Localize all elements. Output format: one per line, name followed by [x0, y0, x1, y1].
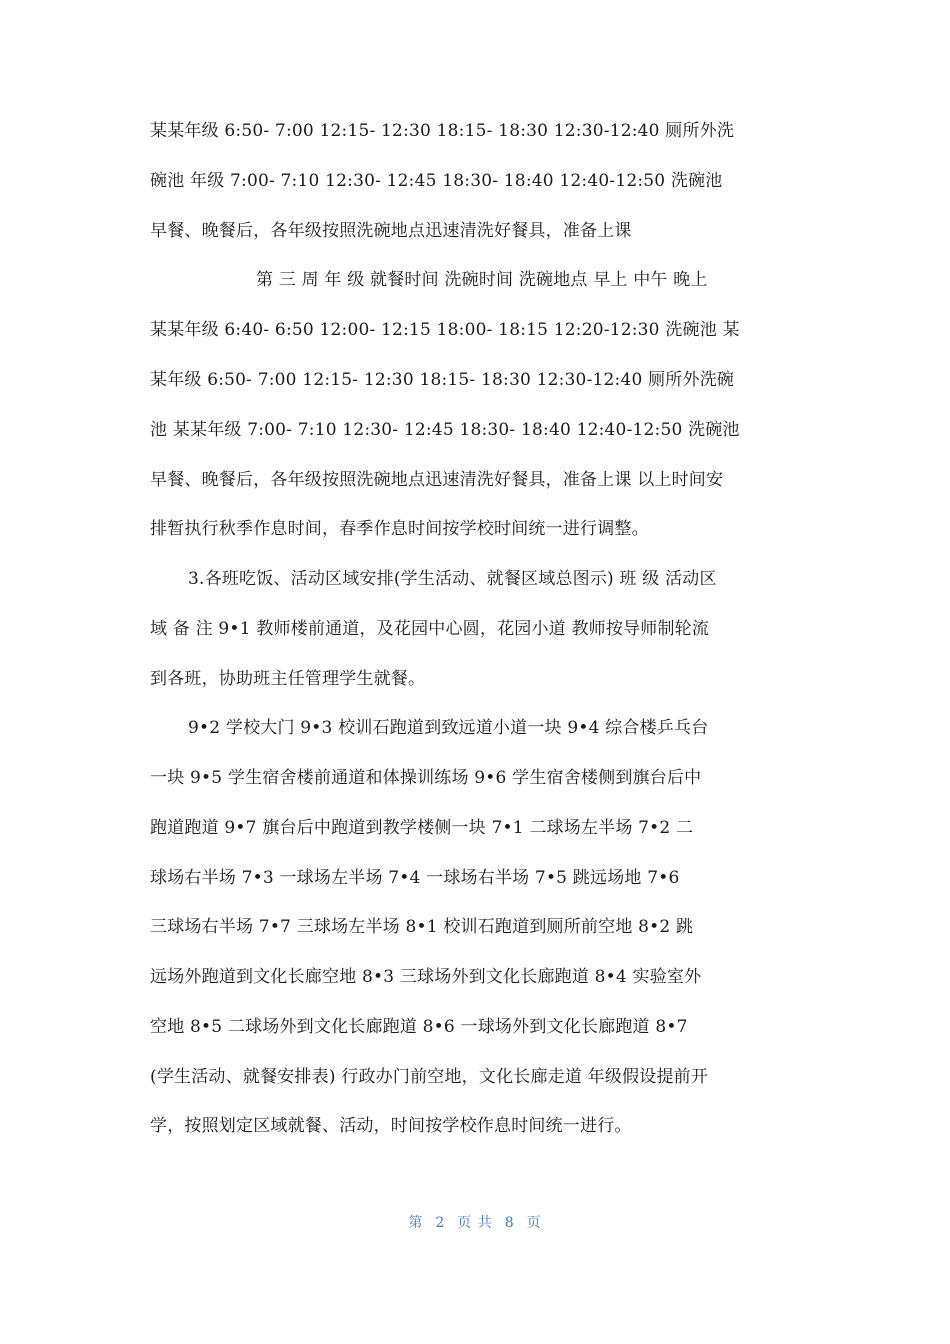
text-line: (学生活动、就餐安排表) 行政办门前空地，文化长廊走道 年级假设提前开	[150, 1067, 709, 1087]
footer-label-pages: 页	[526, 1215, 542, 1231]
text-line: 3.各班吃饭、活动区域安排(学生活动、就餐区域总图示) 班 级 活动区	[188, 569, 717, 589]
footer-total-pages: 8	[504, 1215, 515, 1231]
text-line: 学，按照划定区域就餐、活动，时间按学校作息时间统一进行。	[150, 1116, 632, 1136]
page-footer	[0, 1212, 950, 1232]
text-line: 碗池 年级 7:00- 7:10 12:30- 12:45 18:30- 18:40 12:40-12:50 洗碗池	[150, 171, 723, 191]
text-line: 域 备 注 9•1 教师楼前通道，及花园中心圆，花园小道 教师按导师制轮流	[150, 619, 710, 639]
footer-label-of: 页 共	[457, 1215, 493, 1231]
text-line: 空地 8•5 二球场外到文化长廊跑道 8•6 一球场外到文化长廊跑道 8•7	[150, 1017, 688, 1037]
text-line: 排暂执行秋季作息时间，春季作息时间按学校时间统一进行调整。	[150, 519, 649, 539]
text-line: 三球场右半场 7•7 三球场左半场 8•1 校训石跑道到厕所前空地 8•2 跳	[150, 917, 694, 937]
text-line: 早餐、晚餐后，各年级按照洗碗地点迅速清洗好餐具，准备上课 以上时间安	[150, 470, 724, 490]
footer-current-page: 2	[435, 1215, 446, 1231]
text-line: 球场右半场 7•3 一球场左半场 7•4 一球场右半场 7•5 跳远场地 7•6	[150, 868, 680, 888]
text-line: 某年级 6:50- 7:00 12:15- 12:30 18:15- 18:30 12:30-12:40 厕所外洗碗	[150, 370, 735, 390]
text-line: 池 某某年级 7:00- 7:10 12:30- 12:45 18:30- 18:40 12:40-12:50 洗碗池	[150, 420, 740, 440]
text-line: 一块 9•5 学生宿舍楼前通道和体操训练场 9•6 学生宿舍楼侧到旗台后中	[150, 768, 702, 788]
text-line: 远场外跑道到文化长廊空地 8•3 三球场外到文化长廊跑道 8•4 实验室外	[150, 967, 702, 987]
text-line: 第 三 周 年 级 就餐时间 洗碗时间 洗碗地点 早上 中午 晚上	[256, 270, 708, 290]
text-line: 某某年级 6:40- 6:50 12:00- 12:15 18:00- 18:15 12:20-12:30 洗碗池 某	[150, 320, 740, 340]
text-line: 9•2 学校大门 9•3 校训石跑道到致远道小道一块 9•4 综合楼乒乓台	[188, 718, 709, 738]
text-line: 到各班，协助班主任管理学生就餐。	[150, 669, 426, 689]
text-line: 跑道跑道 9•7 旗台后中跑道到教学楼侧一块 7•1 二球场左半场 7•2 二	[150, 818, 694, 838]
footer-label-page: 第	[408, 1215, 424, 1231]
text-line: 早餐、晚餐后，各年级按照洗碗地点迅速清洗好餐具，准备上课	[150, 221, 632, 241]
text-line: 某某年级 6:50- 7:00 12:15- 12:30 18:15- 18:30 12:30-12:40 厕所外洗	[150, 121, 735, 141]
